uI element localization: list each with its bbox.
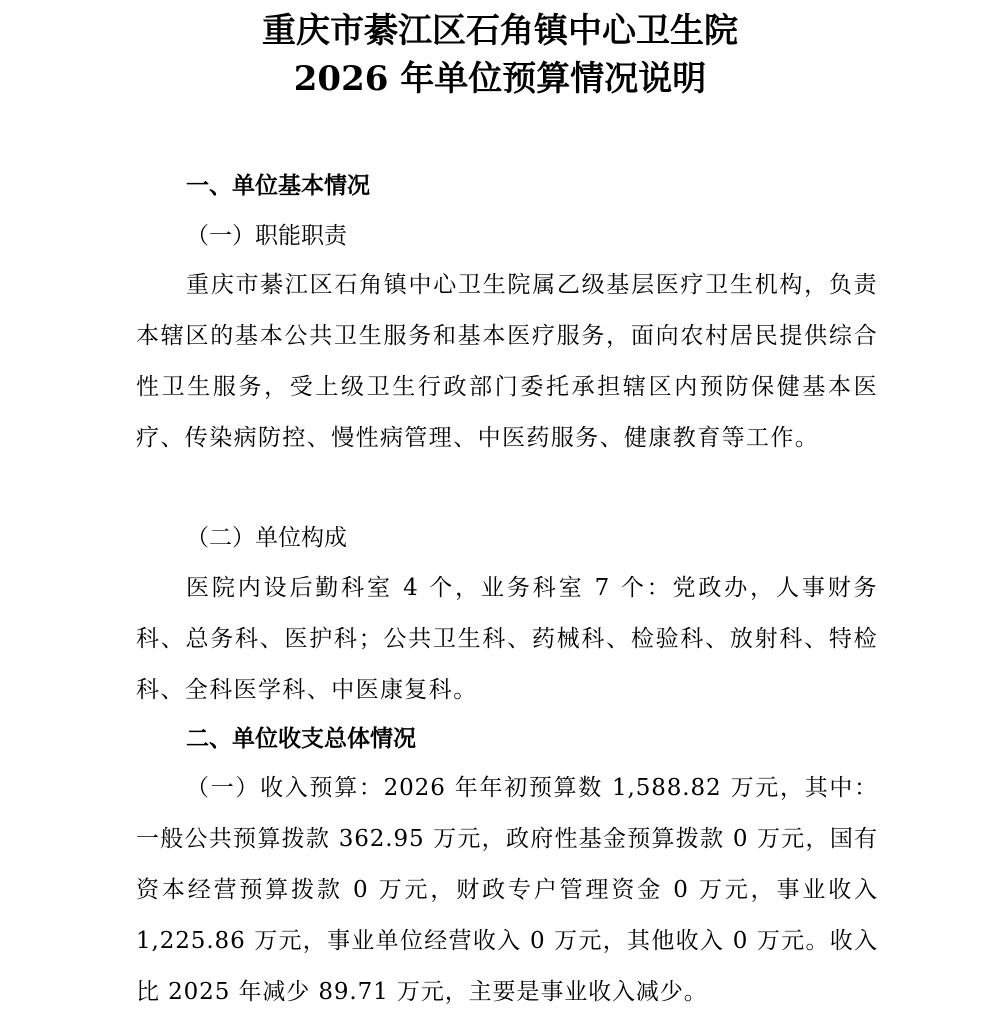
section-heading-income-expense: 二、单位收支总体情况 — [186, 726, 416, 752]
paragraph-composition: 医院内设后勤科室 4 个，业务科室 7 个：党政办，人事财务科、总务科、医护科；公共卫生科、药械科、检验科、放射科、特检科、全科医学科、中医康复科。 — [136, 575, 878, 703]
section-heading-basic-info: 一、单位基本情况 — [186, 173, 370, 199]
document-title-line1: 重庆市綦江区石角镇中心卫生院 — [262, 11, 738, 51]
paragraph-income-budget: （一）收入预算：2026 年年初预算数 1,588.82 万元，其中：一般公共预算拨款 362.95 万元，政府性基金预算拨款 0 万元，国有资本经营预算拨款 0 万元，财政专户管理资金 0 万元，事业收入 1,225.86 万元，事业单位经营收入 0 万元，其他收入 0 万元。收入比 2025 年减少 89.71 万元，主要是事业收入减少。 — [136, 775, 878, 1005]
document-title-line2: 2026 年单位预算情况说明 — [293, 59, 707, 99]
subsection-heading-functions: （一）职能职责 — [186, 223, 347, 249]
subsection-heading-composition: （二）单位构成 — [186, 525, 347, 551]
paragraph-functions: 重庆市綦江区石角镇中心卫生院属乙级基层医疗卫生机构，负责本辖区的基本公共卫生服务和基本医疗服务，面向农村居民提供综合性卫生服务，受上级卫生行政部门委托承担辖区内预防保健基本医疗、传染病防控、慢性病管理、中医药服务、健康教育等工作。 — [136, 272, 878, 451]
